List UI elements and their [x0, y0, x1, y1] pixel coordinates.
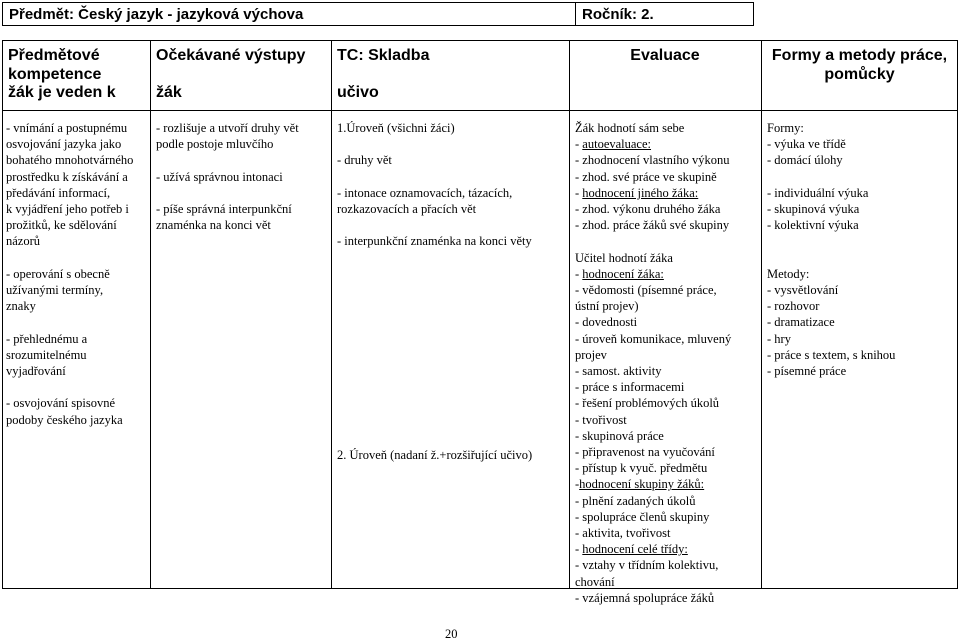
evaluation-line: - úroveň komunikace, mluvený [575, 331, 732, 346]
methods-line: - vysvětlování [767, 282, 839, 297]
output-line: znaménka na konci vět [156, 218, 271, 233]
competence-cell [6, 120, 133, 428]
competence-line: - vnímání a postupnému [6, 121, 128, 135]
competence-line: znaky [6, 299, 36, 314]
output-line: - užívá správnou intonaci [156, 169, 283, 184]
competence-line: - osvojování spisovné [6, 396, 116, 411]
methods-line: Metody: [767, 266, 810, 281]
evaluation-line: - autoevaluace: [575, 137, 652, 152]
header-evaluation: Evaluace [630, 47, 700, 64]
methods-line [767, 250, 895, 266]
curriculum-line: 1.Úroveň (všichni žáci) [337, 121, 455, 135]
evaluation-line: - tvořivost [575, 412, 627, 427]
evaluation-line: - samost. aktivity [575, 364, 662, 379]
output-line: - píše správná interpunkční [156, 201, 292, 216]
evaluation-line: - zhodnocení vlastního výkonu [575, 153, 730, 168]
curriculum-line [337, 136, 532, 152]
competence-line: osvojování jazyka jako [6, 137, 122, 152]
competence-line: podoby českého jazyka [6, 412, 123, 427]
evaluation-line: - aktivita, tvořivost [575, 526, 671, 541]
methods-line: - kolektivní výuka [767, 218, 859, 233]
curriculum-line: - interpunkční znaménka na konci věty [337, 234, 532, 249]
methods-line: - domácí úlohy [767, 153, 843, 168]
competence-line: předávání informací, [6, 185, 111, 200]
methods-line: - výuka ve třídě [767, 137, 846, 152]
curriculum-line: rozkazovacích a přacích vět [337, 201, 477, 216]
methods-line: - skupinová výuka [767, 202, 860, 216]
curriculum-level2: 2. Úroveň (nadaní ž.+rozšiřující učivo) [337, 448, 533, 462]
subject-label: Předmět: Český jazyk - jazyková výchova [3, 3, 576, 26]
methods-line: - individuální výuka [767, 185, 869, 200]
methods-line [767, 233, 895, 249]
evaluation-line: - řešení problémových úkolů [575, 396, 720, 411]
methods-line [767, 169, 895, 185]
evaluation-line: - spolupráce členů skupiny [575, 509, 710, 524]
methods-line: Formy: [767, 121, 804, 135]
competence-line [6, 250, 133, 266]
evaluation-line: - hodnocení celé třídy: [575, 542, 688, 557]
header-outputs: Očekávané výstupy žák [156, 47, 306, 101]
evaluation-line [575, 233, 731, 249]
output-line [156, 152, 299, 168]
header-competence: Předmětové kompetence žák je veden k [8, 47, 116, 101]
competence-line: - operování s obecně [6, 266, 110, 281]
grade-label: Ročník: 2. [576, 3, 754, 26]
curriculum-line: - intonace oznamovacích, tázacích, [337, 185, 513, 200]
evaluation-line: - hodnocení žáka: [575, 266, 664, 281]
competence-line: vyjadřování [6, 364, 66, 379]
evaluation-line: - přístup k vyuč. předmětu [575, 461, 708, 476]
methods-line: - písemné práce [767, 364, 847, 378]
evaluation-line: - zhod. své práce ve skupině [575, 169, 717, 184]
evaluation-line: - zhod. výkonu druhého žáka [575, 202, 721, 217]
competence-line [6, 314, 133, 330]
underlined-heading: hodnocení jiného žáka: [582, 185, 699, 200]
curriculum-line [337, 217, 532, 233]
evaluation-line: -hodnocení skupiny žáků: [575, 477, 705, 492]
methods-cell [767, 120, 895, 379]
underlined-heading: autoevaluace: [582, 137, 652, 152]
evaluation-line: - plnění zadaných úkolů [575, 493, 696, 508]
output-line [156, 185, 299, 201]
evaluation-line: - zhod. práce žáků své skupiny [575, 218, 730, 233]
evaluation-line: - práce s informacemi [575, 380, 685, 395]
evaluation-line: - vědomosti (písemné práce, [575, 283, 717, 298]
competence-line: bohatého mnohotvárného [6, 153, 134, 168]
evaluation-line: - dovednosti [575, 315, 638, 330]
competence-line [6, 379, 133, 395]
methods-line: - hry [767, 331, 791, 346]
evaluation-line: Žák hodnotí sám sebe [575, 121, 685, 135]
competence-line: k vyjádření jeho potřeb i [6, 202, 129, 217]
methods-line: - rozhovor [767, 299, 820, 314]
competence-line: užívanými termíny, [6, 283, 104, 298]
page-number: 20 [445, 627, 458, 641]
header-curriculum: TC: Skladba učivo [337, 47, 430, 101]
methods-line: - práce s textem, s knihou [767, 347, 896, 362]
evaluation-line: chování [575, 574, 615, 589]
evaluation-line: - vztahy v třídním kolektivu, [575, 558, 719, 573]
output-line: - rozlišuje a utvoří druhy vět [156, 121, 299, 135]
evaluation-line: - hodnocení jiného žáka: [575, 185, 699, 200]
underlined-heading: hodnocení celé třídy: [582, 542, 688, 557]
subject-header-table [2, 2, 754, 26]
header-methods: Formy a metody práce, pomůcky [771, 47, 948, 83]
evaluation-line: - připravenost na vyučování [575, 445, 715, 460]
evaluation-line: projev [575, 347, 607, 362]
outputs-cell [156, 120, 299, 233]
competence-line: prožitků, ke sdělování [6, 218, 117, 233]
curriculum-line: - druhy vět [337, 153, 392, 168]
competence-line: srozumitelnému [6, 347, 87, 362]
underlined-heading: hodnocení žáka: [582, 266, 664, 281]
evaluation-line: - skupinová práce [575, 428, 664, 443]
evaluation-line: ústní projev) [575, 299, 639, 314]
competence-line: prostředku k získávání a [6, 169, 128, 184]
underlined-heading: hodnocení skupiny žáků: [579, 477, 705, 492]
competence-line: - přehlednému a [6, 331, 88, 346]
evaluation-line: Učitel hodnotí žáka [575, 250, 673, 265]
competence-line: názorů [6, 234, 41, 249]
evaluation-cell [575, 120, 731, 606]
curriculum-cell [337, 120, 532, 250]
curriculum-line [337, 169, 532, 185]
methods-line: - dramatizace [767, 315, 835, 330]
evaluation-line: - vzájemná spolupráce žáků [575, 590, 715, 605]
output-line: podle postoje mluvčího [156, 137, 274, 152]
